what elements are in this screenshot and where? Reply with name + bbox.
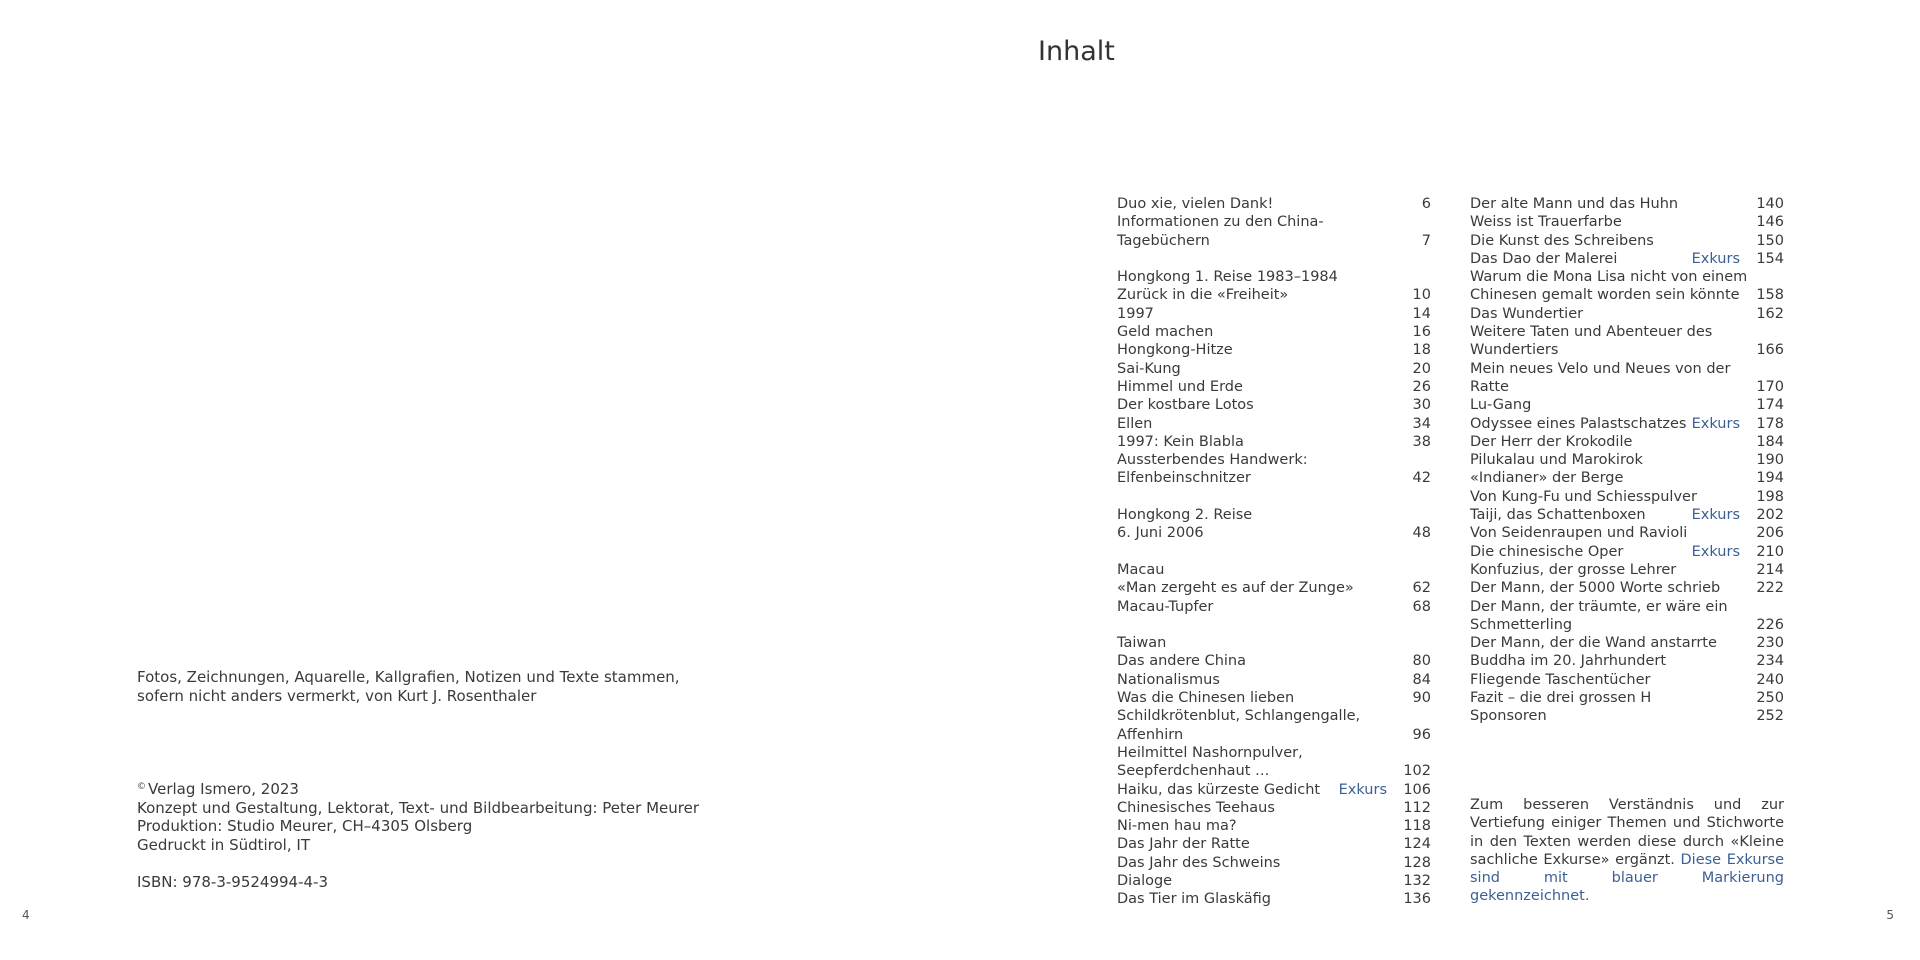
toc-entry-title: Odyssee eines Palastschatzes (1470, 415, 1687, 432)
page-title: Inhalt (1038, 36, 1115, 67)
toc-entry-title: Hongkong-Hitze (1117, 342, 1233, 359)
toc-entry (1117, 890, 1431, 908)
exkurs-tag: Exkurs (1691, 250, 1740, 267)
toc-entry (1470, 250, 1784, 268)
toc-entry (1470, 396, 1784, 414)
toc-entry (1470, 433, 1784, 451)
toc-entry (1117, 671, 1431, 689)
toc-entry (1470, 268, 1784, 286)
toc-entry (1117, 744, 1431, 762)
toc-entry (1117, 469, 1431, 487)
toc-entry (1470, 579, 1784, 597)
toc-entry-title: Pilukalau und Marokirok (1470, 452, 1643, 469)
toc-entry-title: Buddha im 20. Jahrhundert (1470, 653, 1667, 670)
toc-entry-title: «Indianer» der Berge (1470, 470, 1624, 487)
toc-entry (1470, 341, 1784, 359)
toc-entry (1117, 652, 1431, 670)
exkurs-tag: Exkurs (1338, 781, 1387, 798)
toc-entry-page: 132 (1403, 872, 1431, 889)
toc-entry (1470, 634, 1784, 652)
toc-entry-title: Elfenbeinschnitzer (1117, 470, 1251, 487)
toc-entry-title: 6. Juni 2006 (1117, 525, 1204, 542)
toc-entry (1117, 305, 1431, 323)
toc-entry-page: 136 (1403, 891, 1431, 908)
toc-entry-title: Haiku, das kürzeste Gedicht (1117, 781, 1321, 798)
toc-entry (1470, 360, 1784, 397)
toc-entry (1470, 689, 1784, 707)
toc-entry-title: Affenhirn (1117, 726, 1184, 743)
toc-entry (1117, 781, 1431, 799)
toc-entry (1117, 854, 1431, 872)
toc-entry-title: Informationen zu den China-Tagebüchern (1117, 214, 1324, 249)
toc-entry (1470, 305, 1784, 323)
toc-entry-page: 226 (1756, 616, 1784, 633)
toc-entry-page: 184 (1756, 433, 1784, 450)
toc-entry-page: 7 (1421, 232, 1431, 249)
toc-entry-page: 222 (1756, 580, 1784, 597)
toc-entry-page: 202 (1756, 507, 1784, 524)
toc-entry-page: 112 (1403, 799, 1431, 816)
toc-entry (1470, 323, 1784, 341)
toc-entry-title: Das Tier im Glaskäfig (1117, 891, 1271, 908)
toc-entry (1117, 195, 1431, 213)
toc-entry-title: Hongkong 1. Reise 1983–1984 (1117, 269, 1338, 286)
toc-entry (1470, 286, 1784, 304)
toc-entry-title: Chinesen gemalt worden sein könnte (1470, 287, 1740, 304)
toc-entry-title: Geld machen (1117, 324, 1214, 341)
toc-entry (1117, 396, 1431, 414)
credits-line: sofern nicht anders vermerkt, von Kurt J. Rosenthaler (137, 686, 537, 705)
toc-entry-page: 250 (1756, 690, 1784, 707)
toc-entry-page: 16 (1412, 324, 1431, 341)
toc-entry-page: 80 (1412, 653, 1431, 670)
toc-entry (1117, 634, 1431, 652)
toc-entry (1470, 524, 1784, 542)
copyright-line (137, 778, 699, 799)
toc-entry-title: Sponsoren (1470, 708, 1547, 725)
toc-entry-page: 166 (1756, 342, 1784, 359)
toc-entry-page: 234 (1756, 653, 1784, 670)
toc-entry-page: 210 (1756, 543, 1784, 560)
page-number-left: 4 (22, 908, 30, 922)
toc-entry-title: Macau (1117, 561, 1165, 578)
toc-entry-title: Von Seidenraupen und Ravioli (1470, 525, 1688, 542)
toc-entry (1470, 488, 1784, 506)
toc-entry (1117, 561, 1431, 579)
toc-entry-title: Das Dao der Malerei (1470, 250, 1618, 267)
toc-entry-title: Macau-Tupfer (1117, 598, 1214, 615)
toc-entry-page: 68 (1412, 598, 1431, 615)
toc-entry (1117, 835, 1431, 853)
toc-entry-title: Ni-men hau ma? (1117, 818, 1237, 835)
toc-entry-title: Himmel und Erde (1117, 378, 1243, 395)
toc-entry-page: 162 (1756, 305, 1784, 322)
toc-entry-title: Mein neues Velo und Neues von der Ratte (1470, 360, 1731, 395)
toc-entry (1117, 707, 1431, 725)
toc-entry-title: Hongkong 2. Reise (1117, 507, 1253, 524)
toc-entry-page: 84 (1412, 671, 1431, 688)
toc-entry-page: 118 (1403, 818, 1431, 835)
toc-entry-page: 90 (1412, 690, 1431, 707)
toc-entry-page: 26 (1412, 378, 1431, 395)
copyright-text: Verlag Ismero, 2023 (148, 780, 299, 798)
toc-entry (1117, 726, 1431, 744)
toc-entry-page: 106 (1403, 781, 1431, 798)
toc-entry-page: 48 (1412, 525, 1431, 542)
toc-entry-title: Von Kung-Fu und Schiesspulver (1470, 488, 1697, 505)
toc-entry (1470, 506, 1784, 524)
toc-entry (1117, 524, 1431, 542)
toc-entry-title: 1997 (1117, 305, 1154, 322)
toc-entry-page: 102 (1403, 763, 1431, 780)
toc-entry-title: Seepferdchenhaut … (1117, 763, 1270, 780)
toc-entry (1470, 469, 1784, 487)
page-number-right: 5 (1886, 908, 1894, 922)
toc-entry-page: 252 (1756, 708, 1784, 725)
toc-entry-title: Der Mann, der träumte, er wäre ein (1470, 598, 1728, 615)
right-page (960, 0, 1920, 960)
toc-entry (1470, 671, 1784, 689)
toc-entry-page: 206 (1756, 525, 1784, 542)
note-highlight: Diese Exkurse sind mit blauer Markierung gekennzeichnet. (1470, 851, 1785, 905)
exkurs-note (1470, 796, 1784, 906)
toc-entry-page: 194 (1756, 470, 1784, 487)
toc-entry-title: Ellen (1117, 415, 1153, 432)
toc-entry-title: Der Mann, der die Wand anstarrte (1470, 635, 1717, 652)
toc-entry (1117, 689, 1431, 707)
photo-credits (137, 668, 680, 705)
toc-entry-title: Weitere Taten und Abenteuer des (1470, 324, 1713, 341)
toc-entry (1117, 451, 1431, 469)
toc-entry-title: Schildkrötenblut, Schlangengalle, (1117, 708, 1361, 725)
toc-entry-title: Fliegende Taschentücher (1470, 671, 1651, 688)
toc-entry (1470, 213, 1784, 231)
toc-entry-title: Lu-Gang (1470, 397, 1532, 414)
toc-entry-title: Warum die Mona Lisa nicht von einem (1470, 269, 1748, 286)
toc-entry (1470, 616, 1784, 634)
toc-column-2 (1470, 195, 1784, 726)
toc-entry-page: 154 (1756, 250, 1784, 267)
toc-entry (1117, 341, 1431, 359)
toc-entry (1470, 543, 1784, 561)
toc-entry-page: 198 (1756, 488, 1784, 505)
toc-entry-page: 230 (1756, 635, 1784, 652)
toc-entry (1117, 323, 1431, 341)
toc-entry-page: 20 (1412, 360, 1431, 377)
toc-entry-page: 140 (1756, 196, 1784, 212)
toc-entry-page: 96 (1412, 726, 1431, 743)
toc-entry (1117, 598, 1431, 616)
toc-entry-title: Das Jahr des Schweins (1117, 854, 1281, 871)
toc-entry (1117, 506, 1431, 524)
toc-entry-page: 174 (1756, 397, 1784, 414)
toc-entry-title: Zurück in die «Freiheit» (1117, 287, 1289, 304)
toc-entry-title: Der Herr der Krokodile (1470, 433, 1633, 450)
toc-entry-title: Nationalismus (1117, 671, 1220, 688)
toc-entry-page: 62 (1412, 580, 1431, 597)
toc-entry-title: Das Wundertier (1470, 305, 1584, 322)
toc-entry (1470, 707, 1784, 725)
imprint-line: Produktion: Studio Meurer, CH–4305 Olsberg (137, 817, 473, 835)
toc-entry (1117, 872, 1431, 890)
toc-entry-title: Sai-Kung (1117, 360, 1181, 377)
toc-entry (1470, 415, 1784, 433)
toc-entry-title: Dialoge (1117, 872, 1173, 889)
toc-entry (1117, 433, 1431, 451)
toc-entry-page: 34 (1412, 415, 1431, 432)
toc-entry (1470, 598, 1784, 616)
toc-entry-page: 240 (1756, 671, 1784, 688)
toc-entry-title: Wundertiers (1470, 342, 1559, 359)
toc-entry (1117, 378, 1431, 396)
toc-entry (1470, 652, 1784, 670)
toc-entry-title: Aussterbendes Handwerk: (1117, 452, 1308, 469)
toc-entry-page: 124 (1403, 836, 1431, 853)
toc-entry-title: Die Kunst des Schreibens (1470, 232, 1654, 249)
toc-entry-title: Der Mann, der 5000 Worte schrieb (1470, 580, 1721, 597)
toc-entry-title: 1997: Kein Blabla (1117, 433, 1244, 450)
toc-entry (1117, 817, 1431, 835)
toc-entry-title: Der kostbare Lotos (1117, 397, 1254, 414)
toc-entry (1117, 799, 1431, 817)
toc-entry (1470, 451, 1784, 469)
credits-line: Fotos, Zeichnungen, Aquarelle, Kallgrafien, Notizen und Texte stammen, (137, 668, 680, 686)
toc-entry-title: Schmetterling (1470, 616, 1573, 633)
toc-entry-page: 6 (1421, 196, 1431, 212)
toc-entry (1117, 213, 1431, 250)
toc-entry (1117, 579, 1431, 597)
toc-entry-page: 178 (1756, 415, 1784, 432)
toc-entry-page: 150 (1756, 232, 1784, 249)
toc-entry-title: «Man zergeht es auf der Zunge» (1117, 580, 1354, 597)
toc-entry-page: 14 (1412, 305, 1431, 322)
toc-entry (1117, 360, 1431, 378)
toc-entry (1117, 415, 1431, 433)
toc-entry-page: 146 (1756, 214, 1784, 231)
toc-entry (1117, 286, 1431, 304)
exkurs-tag: Exkurs (1691, 415, 1740, 432)
exkurs-tag: Exkurs (1691, 543, 1740, 560)
toc-entry-title: Fazit – die drei grossen H (1470, 690, 1652, 707)
toc-entry-page: 42 (1412, 470, 1431, 487)
toc-entry (1470, 561, 1784, 579)
toc-entry-title: Die chinesische Oper (1470, 543, 1624, 560)
toc-entry-title: Das andere China (1117, 653, 1247, 670)
toc-entry-page: 170 (1756, 378, 1784, 395)
exkurs-tag: Exkurs (1691, 507, 1740, 524)
toc-entry-title: Taiwan (1117, 635, 1167, 652)
toc-entry (1470, 232, 1784, 250)
copyright-symbol: © (137, 782, 146, 792)
toc-entry-title: Was die Chinesen lieben (1117, 690, 1295, 707)
toc-entry-title: Heilmittel Nashornpulver, (1117, 744, 1303, 761)
imprint-line: Gedruckt in Südtirol, IT (137, 835, 310, 854)
isbn: ISBN: 978-3-9524994-4-3 (137, 872, 328, 891)
toc-entry (1470, 195, 1784, 213)
toc-entry-page: 158 (1756, 287, 1784, 304)
imprint (137, 778, 699, 891)
toc-entry-page: 30 (1412, 397, 1431, 414)
toc-entry-title: Der alte Mann und das Huhn (1470, 196, 1679, 212)
toc-entry-page: 128 (1403, 854, 1431, 871)
toc-entry-page: 10 (1412, 287, 1431, 304)
toc-entry (1117, 268, 1431, 286)
note-text: Zum besseren Verständnis und zur Vertiefung einiger Themen und Stichworte in den Texten werden diese durch «Kleine sachliche Exkurse» ergänzt. (1470, 797, 1784, 868)
toc-entry-page: 38 (1412, 433, 1431, 450)
toc-entry-title: Weiss ist Trauerfarbe (1470, 214, 1622, 231)
imprint-line: Konzept und Gestaltung, Lektorat, Text- und Bildbearbeitung: Peter Meurer (137, 798, 699, 817)
toc-entry-title: Das Jahr der Ratte (1117, 836, 1250, 853)
toc-entry-page: 18 (1412, 342, 1431, 359)
toc-column-1 (1117, 195, 1431, 909)
toc-entry-page: 190 (1756, 452, 1784, 469)
toc-entry-title: Chinesisches Teehaus (1117, 799, 1275, 816)
toc-entry-page: 214 (1756, 561, 1784, 578)
toc-entry-title: Duo xie, vielen Dank! (1117, 196, 1274, 212)
toc-entry (1117, 762, 1431, 780)
toc-entry-title: Konfuzius, der grosse Lehrer (1470, 561, 1677, 578)
toc-entry-title: Taiji, das Schattenboxen (1470, 507, 1646, 524)
